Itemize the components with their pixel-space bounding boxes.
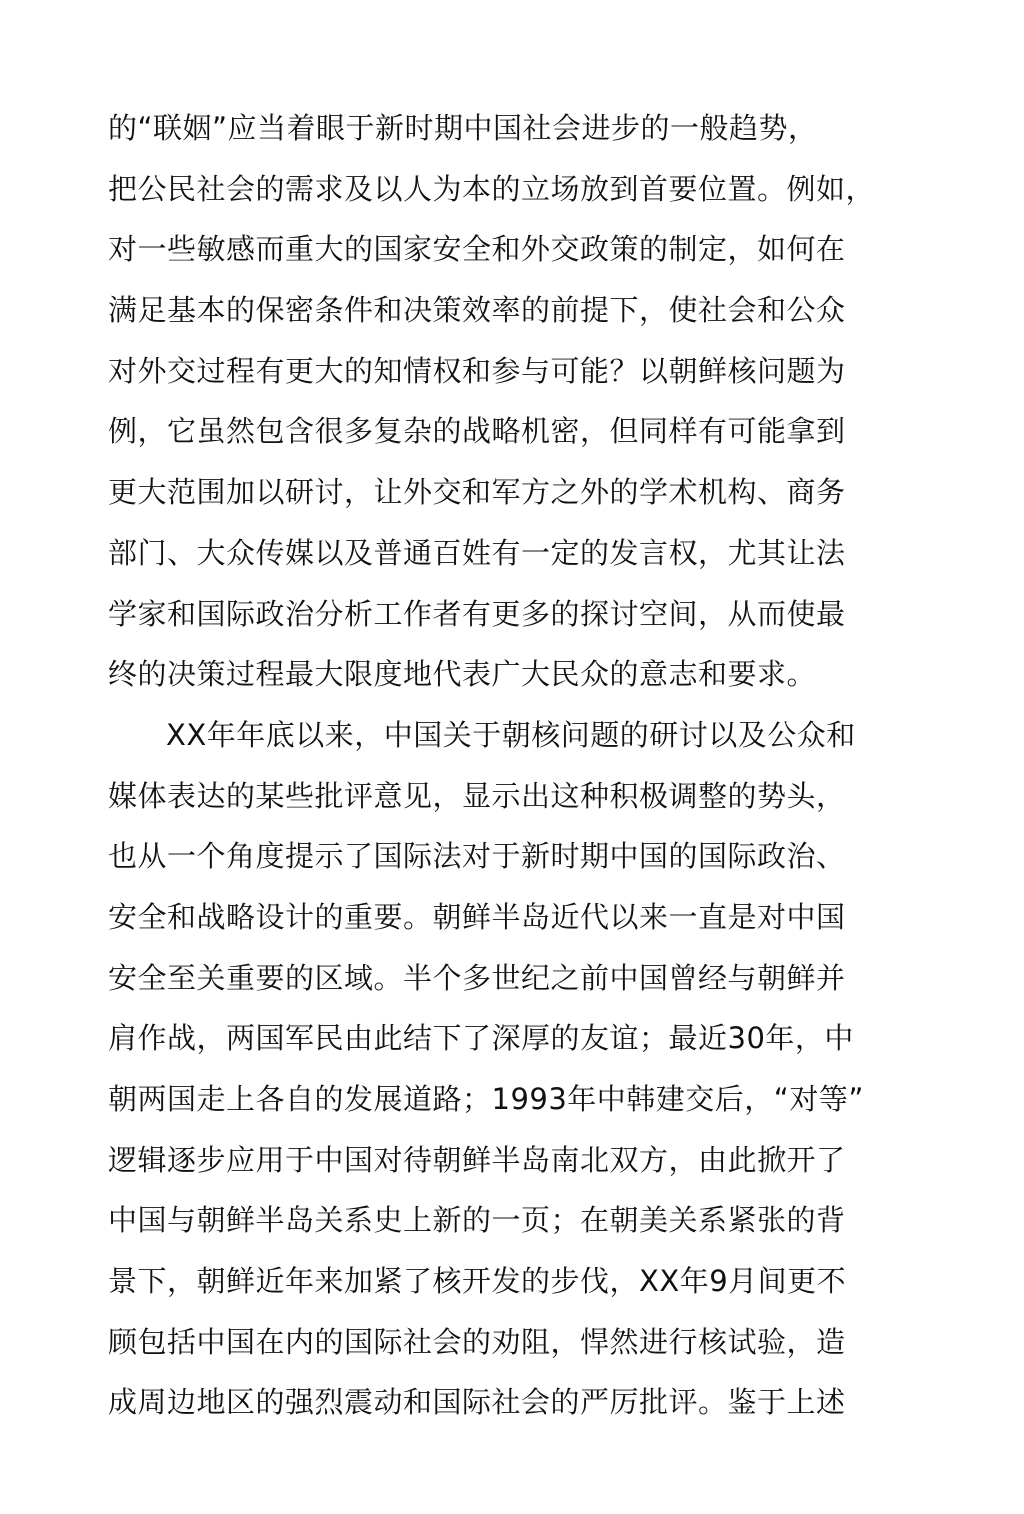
body-text [108,98,876,1433]
text-line: 学家和国际政治分析工作者有更多的探讨空间，从而使最 [108,596,846,631]
text-line: 对外交过程有更大的知情权和参与可能？以朝鲜核问题为 [108,353,846,388]
text-line: 安全至关重要的区域。半个多世纪之前中国曾经与朝鲜并 [108,960,846,995]
text-line: 朝两国走上各自的发展道路；1993年中韩建交后，“对等” [108,1082,864,1116]
text-line: 把公民社会的需求及以人为本的立场放到首要位置。例如， [108,171,876,206]
text-line: 安全和战略设计的重要。朝鲜半岛近代以来一直是对中国 [108,899,846,934]
text-line: 成周边地区的强烈震动和国际社会的严厉批评。鉴于上述 [108,1385,846,1420]
text-line: 逻辑逐步应用于中国对待朝鲜半岛南北双方，由此掀开了 [108,1142,846,1177]
text-line: 例，它虽然包含很多复杂的战略机密，但同样有可能拿到 [108,414,846,449]
text-line: 景下，朝鲜近年来加紧了核开发的步伐，XX年9月间更不 [108,1264,847,1299]
text-line: 中国与朝鲜半岛关系史上新的一页；在朝美关系紧张的背 [108,1203,846,1238]
text-line: 更大范围加以研讨，让外交和军方之外的学术机构、商务 [108,475,846,510]
text-line: 肩作战，两国军民由此结下了深厚的友谊；最近30年，中 [108,1021,854,1056]
paragraph-start-line: XX年年底以来，中国关于朝核问题的研讨以及公众和 [166,717,856,752]
text-line: 对一些敏感而重大的国家安全和外交政策的制定，如何在 [108,232,846,267]
text-line: 媒体表达的某些批评意见，显示出这种积极调整的势头， [108,778,846,813]
text-line: 满足基本的保密条件和决策效率的前提下，使社会和公众 [108,293,846,328]
text-line: 也从一个角度提示了国际法对于新时期中国的国际政治、 [108,839,846,874]
text-line: 的“联姻”应当着眼于新时期中国社会进步的一般趋势， [108,111,818,145]
text-line: 部门、大众传媒以及普通百姓有一定的发言权，尤其让法 [108,535,846,570]
text-line: 顾包括中国在内的国际社会的劝阻，悍然进行核试验，造 [108,1324,846,1359]
text-line: 终的决策过程最大限度地代表广大民众的意志和要求。 [108,657,817,692]
